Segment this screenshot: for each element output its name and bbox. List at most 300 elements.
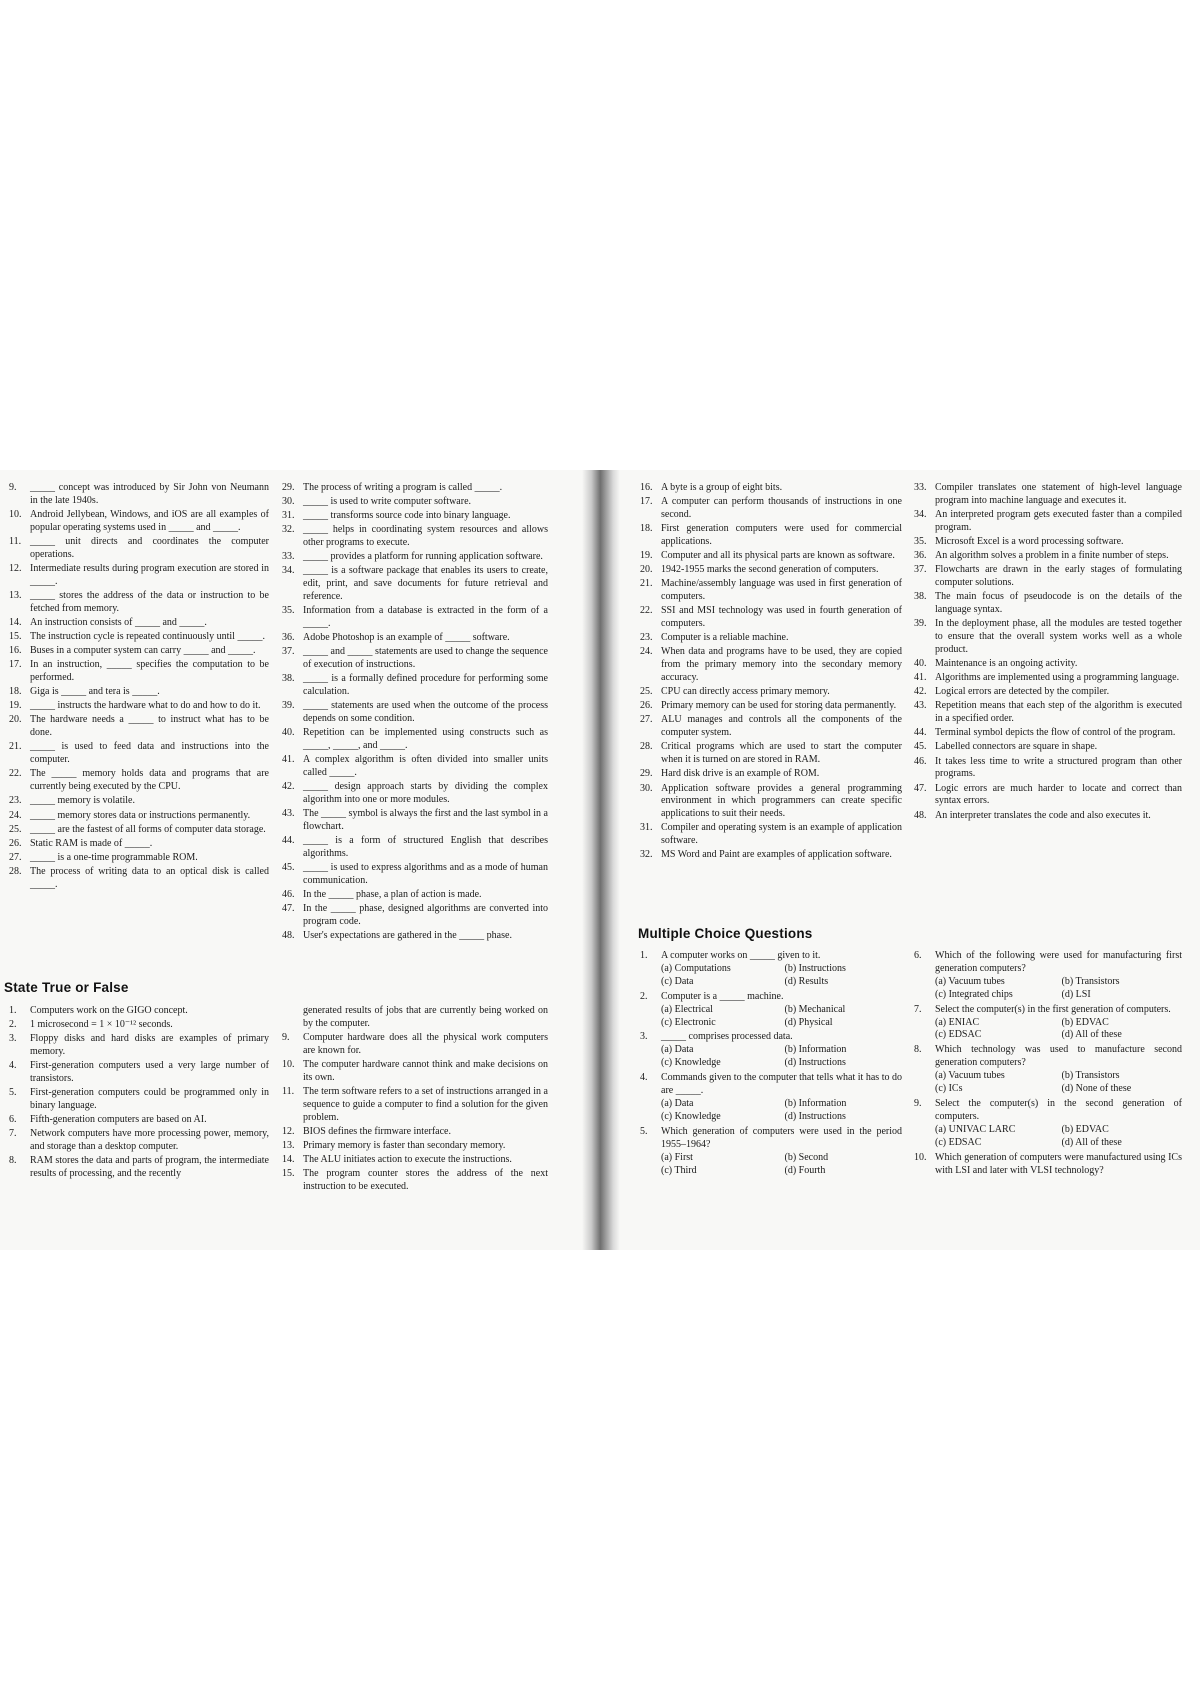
question-text: _____ is a form of structured English that describes algorithms.	[303, 835, 548, 860]
question-item	[282, 1126, 548, 1139]
question-number: 20.	[640, 564, 653, 576]
question-number: 22.	[640, 605, 653, 617]
mcq-question	[640, 1072, 902, 1124]
question-item	[914, 741, 1182, 754]
question-number: 25.	[9, 823, 22, 835]
question-number: 44.	[282, 835, 295, 847]
question-number: 39.	[282, 700, 295, 712]
question-number: 16.	[640, 482, 653, 493]
answer-option: (b) Instructions	[784, 962, 846, 974]
answer-option: (b) Mechanical	[784, 1003, 846, 1015]
question-number: 43.	[282, 808, 295, 820]
answer-option: (c) Knowledge	[661, 1110, 721, 1122]
question-text: User's expectations are gathered in the _____ phase.	[303, 930, 512, 942]
question-text: _____ are the fastest of all forms of computer data storage.	[30, 823, 266, 835]
question-item	[9, 1087, 269, 1113]
answer-option: (c) ICs	[935, 1083, 963, 1095]
answer-option: (d) All of these	[1061, 1029, 1122, 1041]
question-number: 7.	[9, 1128, 17, 1140]
question-number: 30.	[640, 782, 653, 794]
question-number: 10.	[282, 1059, 295, 1070]
question-text: RAM stores the data and parts of program, the intermediate results of processing, and the recently	[30, 1155, 269, 1180]
question-text: An algorithm solves a problem in a finite number of steps.	[935, 550, 1169, 562]
question-number: 37.	[282, 646, 295, 658]
answer-option: (d) None of these	[1061, 1083, 1132, 1095]
question-item	[914, 591, 1182, 617]
question-item	[282, 930, 548, 943]
left-page	[0, 470, 590, 1250]
answer-option: (c) Third	[661, 1164, 697, 1176]
answer-option: (b) Information	[784, 1097, 847, 1109]
question-number: 45.	[282, 862, 295, 874]
question-number: 28.	[9, 865, 22, 877]
question-text: Computers work on the GIGO concept.	[30, 1005, 188, 1016]
question-text: The ALU initiates action to execute the instructions.	[303, 1154, 512, 1166]
question-text: _____ design approach starts by dividing the complex algorithm into one or more modules.	[303, 781, 548, 806]
question-item	[9, 852, 269, 865]
question-text: Logic errors are much harder to locate and correct than syntax errors.	[935, 782, 1182, 807]
mcq-question	[914, 1004, 1182, 1043]
question-item	[640, 632, 902, 645]
question-number: 4.	[640, 1072, 648, 1084]
question-number: 12.	[9, 563, 22, 574]
question-item	[9, 824, 269, 837]
question-text: _____ and _____ statements are used to change the sequence of execution of instructions.	[303, 646, 548, 671]
answer-option: (a) Electrical	[661, 1003, 713, 1015]
mcq-question	[640, 1126, 902, 1178]
question-text: Computer is a reliable machine.	[661, 632, 789, 644]
question-item	[914, 482, 1182, 508]
question-item	[9, 509, 269, 535]
answer-option: (b) Information	[784, 1044, 847, 1056]
question-item	[282, 673, 548, 699]
question-text: First-generation computers could be programmed only in binary language.	[30, 1087, 269, 1112]
question-text: Repetition can be implemented using constructs such as _____, _____, and _____.	[303, 727, 548, 752]
question-item	[914, 756, 1182, 782]
answer-option: (a) UNIVAC LARC	[935, 1123, 1016, 1135]
question-text: The process of writing a program is called _____.	[303, 482, 503, 493]
answer-option: (a) First	[661, 1151, 693, 1163]
question-item	[9, 1033, 269, 1059]
question-number: 39.	[914, 618, 927, 630]
answer-option: (c) Data	[661, 975, 694, 987]
question-stem: Which of the following were used for manufacturing first generation computers?	[935, 950, 1182, 974]
question-text: An interpreter translates the code and also executes it.	[935, 809, 1151, 821]
question-number: 7.	[914, 1003, 922, 1015]
question-text: The instruction cycle is repeated continuously until _____.	[30, 631, 265, 643]
fill-blanks-column-2	[282, 482, 548, 945]
question-number: 5.	[9, 1087, 17, 1099]
question-number: 25.	[640, 686, 653, 698]
question-item	[282, 496, 548, 509]
question-item	[282, 903, 548, 929]
question-item	[282, 808, 548, 834]
question-text: _____ is used to feed data and instructions into the computer.	[30, 741, 269, 766]
question-text: The process of writing data to an optical disk is called _____.	[30, 865, 269, 890]
question-item	[9, 563, 269, 589]
question-text: Logical errors are detected by the compiler.	[935, 686, 1110, 698]
question-number: 29.	[640, 768, 653, 780]
question-item	[282, 889, 548, 902]
question-item	[914, 686, 1182, 699]
question-number: 8.	[9, 1155, 17, 1167]
question-item	[914, 810, 1182, 823]
question-item	[282, 632, 548, 645]
question-number: 19.	[640, 550, 653, 562]
question-text: _____ unit directs and coordinates the computer operations.	[30, 536, 269, 560]
question-item	[282, 1059, 548, 1085]
question-text: _____ memory stores data or instructions permanently.	[30, 809, 251, 821]
question-number: 27.	[640, 714, 653, 726]
question-number: 32.	[282, 524, 295, 536]
answer-option: (b) Transistors	[1061, 1070, 1120, 1082]
question-stem: A computer works on _____ given to it.	[661, 950, 821, 961]
question-number: 35.	[282, 605, 295, 617]
question-text: _____ is used to express algorithms and as a mode of human communication.	[303, 862, 548, 887]
question-number: 9.	[914, 1097, 922, 1109]
question-item	[914, 783, 1182, 809]
question-item	[282, 551, 548, 564]
question-item	[640, 686, 902, 699]
question-text: The computer hardware cannot think and make decisions on its own.	[303, 1059, 548, 1083]
question-number: 9.	[9, 482, 17, 493]
question-number: 29.	[282, 482, 295, 493]
question-stem: Which generation of computers were used in the period 1955–1964?	[661, 1125, 902, 1150]
question-item	[914, 509, 1182, 535]
question-number: 23.	[640, 632, 653, 644]
question-number: 41.	[914, 672, 927, 684]
question-number: 17.	[640, 496, 653, 508]
question-text: Hard disk drive is an example of ROM.	[661, 768, 820, 780]
question-text: _____ concept was introduced by Sir John von Neumann in the late 1940s.	[30, 482, 269, 506]
mcq-column-2	[914, 950, 1182, 1179]
question-item	[640, 564, 902, 577]
question-text: A computer can perform thousands of instructions in one second.	[661, 496, 902, 520]
question-text: In the deployment phase, all the modules are tested together to ensure that the overall system works well as a whole product.	[935, 618, 1182, 655]
question-number: 46.	[282, 889, 295, 901]
question-item	[282, 1154, 548, 1167]
answer-option: (b) Transistors	[1061, 975, 1120, 987]
question-number: 43.	[914, 700, 927, 712]
answer-option: (d) LSI	[1061, 988, 1091, 1000]
question-item	[282, 727, 548, 753]
question-item	[914, 536, 1182, 549]
question-text: Machine/assembly language was used in first generation of computers.	[661, 578, 902, 603]
question-number: 21.	[640, 578, 653, 590]
mcq-question	[914, 950, 1182, 1002]
question-number: 15.	[282, 1168, 295, 1180]
question-text: Adobe Photoshop is an example of _____ software.	[303, 632, 510, 644]
question-number: 4.	[9, 1060, 17, 1072]
question-text: Floppy disks and hard disks are examples of primary memory.	[30, 1033, 269, 1058]
question-item	[914, 550, 1182, 563]
question-text: Microsoft Excel is a word processing software.	[935, 536, 1124, 547]
question-text: BIOS defines the firmware interface.	[303, 1125, 451, 1137]
question-stem: Commands given to the computer that tells what it has to do are _____.	[661, 1072, 902, 1097]
question-item	[640, 605, 902, 631]
question-text: Compiler and operating system is an example of application software.	[661, 822, 902, 847]
question-item	[9, 768, 269, 794]
question-text: _____ memory is volatile.	[30, 795, 135, 807]
question-number: 35.	[914, 536, 927, 547]
question-item	[9, 700, 269, 713]
answer-option: (c) EDSAC	[935, 1029, 982, 1041]
question-text: In the _____ phase, designed algorithms are converted into program code.	[303, 903, 548, 928]
question-item	[914, 672, 1182, 685]
question-text: First-generation computers used a very large number of transistors.	[30, 1060, 269, 1085]
question-item	[282, 781, 548, 807]
answer-option: (c) Integrated chips	[935, 988, 1013, 1000]
question-number: 23.	[9, 795, 22, 807]
question-item	[640, 700, 902, 713]
question-text: _____ is a software package that enables its users to create, edit, print, and save documents for future retrieval and reference.	[303, 565, 548, 603]
question-item	[640, 578, 902, 604]
question-item	[9, 810, 269, 823]
question-item	[640, 523, 902, 549]
question-text: _____ helps in coordinating system resources and allows other programs to execute.	[303, 524, 548, 549]
question-item	[282, 700, 548, 726]
question-number: 48.	[914, 809, 927, 821]
question-text: generated results of jobs that are currently being worked on by the computer.	[303, 1005, 548, 1029]
answer-option: (c) Knowledge	[661, 1057, 721, 1069]
question-text: When data and programs have to be used, they are copied from the primary memory into the secondary memory accuracy.	[661, 646, 902, 684]
question-item	[282, 1086, 548, 1125]
question-number: 46.	[914, 755, 927, 767]
question-item	[9, 1019, 269, 1032]
question-text: Primary memory can be used for storing data permanently.	[661, 700, 897, 712]
question-item	[9, 1128, 269, 1154]
question-text: An instruction consists of _____ and _____.	[30, 617, 207, 628]
question-text: Information from a database is extracted in the form of a _____.	[303, 605, 548, 630]
question-item	[282, 646, 548, 672]
question-text: The main focus of pseudocode is on the details of the language syntax.	[935, 591, 1182, 616]
question-number: 3.	[9, 1033, 17, 1045]
question-text: Network computers have more processing power, memory, and storage than a desktop computer.	[30, 1128, 269, 1153]
question-number: 44.	[914, 727, 927, 739]
question-item	[282, 1032, 548, 1058]
question-text: _____ stores the address of the data or instruction to be fetched from memory.	[30, 590, 269, 614]
question-item	[914, 658, 1182, 671]
question-number: 34.	[914, 509, 927, 520]
question-number: 42.	[914, 686, 927, 698]
question-number: 22.	[9, 768, 22, 780]
answer-options	[935, 976, 1182, 1002]
question-text: Primary memory is faster than secondary memory.	[303, 1140, 506, 1151]
question-item	[9, 686, 269, 699]
question-text: Application software provides a general programming environment in which programmers can create specific applications to suit their needs.	[661, 782, 902, 820]
question-number: 18.	[9, 686, 22, 698]
question-text: In an instruction, _____ specifies the computation to be performed.	[30, 659, 269, 684]
question-number: 28.	[640, 741, 653, 753]
answer-options	[661, 1098, 902, 1124]
question-text: Terminal symbol depicts the flow of control of the program.	[935, 727, 1176, 739]
mcq-heading: Multiple Choice Questions	[638, 926, 813, 941]
question-number: 11.	[282, 1086, 295, 1097]
question-text: ALU manages and controls all the components of the computer system.	[661, 714, 902, 739]
question-text: Intermediate results during program execution are stored in _____.	[30, 563, 269, 587]
true-false-column-4	[914, 482, 1182, 824]
question-item	[282, 524, 548, 550]
answer-option: (a) ENIAC	[935, 1016, 980, 1028]
question-number: 38.	[914, 591, 927, 603]
question-number: 20.	[9, 714, 22, 726]
answer-option: (c) Electronic	[661, 1016, 716, 1028]
question-text: An interpreted program gets executed faster than a compiled program.	[935, 509, 1182, 533]
question-item	[9, 866, 269, 892]
question-number: 2.	[640, 990, 648, 1002]
question-number: 42.	[282, 781, 295, 793]
question-text: It takes less time to write a structured program than other programs.	[935, 755, 1182, 780]
question-number: 33.	[914, 482, 927, 493]
question-stem: Select the computer(s) in the first generation of computers.	[935, 1003, 1171, 1015]
question-number: 41.	[282, 754, 295, 766]
answer-options	[661, 1004, 902, 1030]
answer-option: (d) Instructions	[784, 1110, 846, 1122]
question-text: _____ is used to write computer software.	[303, 496, 472, 508]
question-number: 15.	[9, 631, 22, 643]
mcq-question	[640, 950, 902, 989]
question-item	[9, 1005, 269, 1018]
question-item	[640, 714, 902, 740]
question-number: 31.	[282, 510, 295, 522]
mcq-question	[640, 1031, 902, 1070]
question-item	[282, 565, 548, 604]
answer-option: (b) EDVAC	[1061, 1123, 1109, 1135]
question-text: Compiler translates one statement of high-level language program into machine language and executes it.	[935, 482, 1182, 506]
question-item	[9, 1114, 269, 1127]
question-text: Android Jellybean, Windows, and iOS are all examples of popular operating systems used in _____ and _____.	[30, 509, 269, 533]
question-number: 40.	[282, 727, 295, 739]
question-item	[282, 510, 548, 523]
question-item	[282, 482, 548, 495]
question-stem: Which generation of computers were manufactured using ICs with LSI and later with VLSI technology?	[935, 1151, 1182, 1176]
answer-option: (d) Fourth	[784, 1164, 826, 1176]
question-text: _____ statements are used when the outcome of the process depends on some condition.	[303, 700, 548, 725]
true-false-column-1	[9, 1005, 269, 1182]
question-text: Static RAM is made of _____.	[30, 837, 153, 849]
question-text: First generation computers were used for commercial applications.	[661, 523, 902, 547]
question-number: 36.	[914, 550, 927, 562]
question-item	[914, 727, 1182, 740]
question-number: 14.	[9, 617, 22, 628]
question-item	[640, 849, 902, 862]
true-false-heading: State True or False	[4, 980, 129, 995]
question-text: Fifth-generation computers are based on AI.	[30, 1114, 207, 1126]
question-item	[9, 714, 269, 740]
answer-option: (a) Computations	[661, 962, 731, 974]
question-text: Critical programs which are used to start the computer when it is turned on are stored in RAM.	[661, 741, 902, 766]
question-item	[640, 482, 902, 495]
question-item	[914, 618, 1182, 657]
question-item	[640, 822, 902, 848]
question-text: CPU can directly access primary memory.	[661, 686, 830, 698]
question-item	[282, 605, 548, 631]
question-text: Flowcharts are drawn in the early stages of formulating computer solutions.	[935, 564, 1182, 589]
answer-options	[935, 1070, 1182, 1096]
answer-option: (b) EDVAC	[1061, 1016, 1109, 1028]
question-number: 3.	[640, 1031, 648, 1043]
question-number: 1.	[640, 950, 648, 961]
answer-option: (d) Results	[784, 975, 829, 987]
question-number: 47.	[282, 903, 295, 915]
mcq-column-1	[640, 950, 902, 1179]
question-number: 33.	[282, 551, 295, 563]
question-item	[914, 700, 1182, 726]
question-number: 12.	[282, 1125, 295, 1137]
question-number: 5.	[640, 1125, 648, 1137]
question-number: 21.	[9, 741, 22, 753]
answer-option: (b) Second	[784, 1151, 829, 1163]
question-item	[640, 783, 902, 822]
question-number: 37.	[914, 564, 927, 576]
question-text: Computer and all its physical parts are known as software.	[661, 550, 895, 562]
question-item	[282, 862, 548, 888]
question-text: _____ transforms source code into binary language.	[303, 510, 511, 522]
question-item	[9, 631, 269, 644]
question-text: Computer hardware does all the physical work computers are known for.	[303, 1032, 548, 1056]
question-text: The term software refers to a set of instructions arranged in a sequence to guide a computer to find a solution for the given problem.	[303, 1086, 548, 1123]
question-item	[640, 646, 902, 685]
question-number: 36.	[282, 632, 295, 644]
question-number: 10.	[9, 509, 22, 520]
question-text: Algorithms are implemented using a programming language.	[935, 672, 1180, 684]
true-false-column-3	[640, 482, 902, 864]
question-number: 2.	[9, 1019, 17, 1031]
answer-option: (a) Data	[661, 1097, 694, 1109]
answer-option: (d) Physical	[784, 1016, 833, 1028]
question-text: Repetition means that each step of the algorithm is executed in a specified order.	[935, 700, 1182, 725]
question-text: _____ instructs the hardware what to do and how to do it.	[30, 700, 261, 712]
question-item	[9, 1155, 269, 1181]
answer-option: (a) Data	[661, 1044, 694, 1056]
question-text: The program counter stores the address of the next instruction to be executed.	[303, 1168, 548, 1193]
question-text: Buses in a computer system can carry _____ and _____.	[30, 645, 256, 657]
question-number: 32.	[640, 849, 653, 861]
question-text: _____ is a one-time programmable ROM.	[30, 851, 198, 863]
question-text: _____ is a formally defined procedure for performing some calculation.	[303, 673, 548, 698]
question-number: 24.	[640, 646, 653, 658]
answer-option: (d) All of these	[1061, 1136, 1122, 1148]
question-text: 1942-1955 marks the second generation of computers.	[661, 564, 879, 576]
answer-option: (c) EDSAC	[935, 1136, 982, 1148]
question-number: 11.	[9, 536, 22, 547]
answer-option: (d) Instructions	[784, 1057, 846, 1069]
question-number: 9.	[282, 1032, 290, 1043]
question-text: In the _____ phase, a plan of action is made.	[303, 889, 482, 901]
answer-options	[935, 1017, 1182, 1043]
question-item	[282, 1140, 548, 1153]
question-number: 16.	[9, 645, 22, 657]
answer-options	[661, 1152, 902, 1178]
question-number: 40.	[914, 658, 927, 670]
answer-option: (a) Vacuum tubes	[935, 975, 1005, 987]
question-item	[640, 768, 902, 781]
question-number: 31.	[640, 822, 653, 834]
question-number: 17.	[9, 659, 22, 671]
question-number: 6.	[914, 950, 922, 961]
question-text: MS Word and Paint are examples of application software.	[661, 849, 892, 861]
question-text: _____ provides a platform for running application software.	[303, 551, 543, 563]
question-number: 6.	[9, 1114, 17, 1126]
question-item	[9, 795, 269, 808]
question-number: 13.	[9, 590, 22, 601]
question-item	[640, 550, 902, 563]
question-number: 1.	[9, 1005, 17, 1016]
question-item	[282, 1168, 548, 1194]
question-item	[914, 564, 1182, 590]
true-false-column-2	[282, 1005, 548, 1195]
question-item	[9, 590, 269, 616]
